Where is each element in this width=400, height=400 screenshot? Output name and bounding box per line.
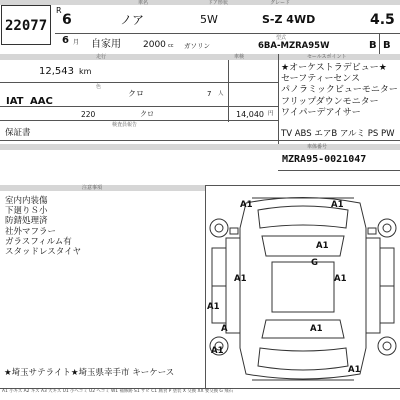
mileage: 12,543 [39, 66, 74, 77]
aircon: AAC [30, 96, 53, 107]
damage-mark: A1 [207, 302, 220, 312]
note-item: 防錆処理済 [5, 216, 48, 227]
chassis-label: 車体番号 [307, 144, 328, 150]
note-item: ガラスフィルム有 [5, 236, 72, 247]
damage-mark: G [311, 258, 318, 268]
sales-point-item: ワイパーデアイサー [281, 107, 361, 118]
damage-mark: A1 [331, 200, 344, 210]
damage-mark: A1 [334, 274, 347, 284]
equipment-item: ABS [294, 129, 312, 139]
notes-title: 注意事項 [82, 185, 103, 191]
fuel-type: ガソリン [184, 42, 210, 50]
load-unit: クロ [140, 110, 154, 118]
note-item: 室内内装傷 [5, 196, 48, 206]
damage-mark: A1 [310, 324, 323, 334]
grade-label: グレード [270, 0, 291, 6]
door-type: 5W [200, 13, 218, 26]
sales-point-item: パノラミックビューモニター [281, 85, 398, 96]
grade-name: S-Z 4WD [262, 13, 316, 26]
score: 4.5 [370, 12, 395, 28]
usage: 自家用 [91, 39, 121, 50]
color: クロ [128, 89, 144, 98]
exterior-grade: B [383, 40, 391, 51]
model-name: ノア [120, 13, 145, 27]
transmission: IAT [6, 96, 24, 107]
sales-point-list [281, 63, 399, 119]
sales-point-title: セールスポイント [307, 54, 347, 60]
equipment-item: PS [367, 129, 379, 139]
seats-unit: 人 [218, 91, 224, 97]
sales-point-item: フリップダウンモニター [281, 96, 379, 107]
recycle-unit: 円 [268, 111, 274, 117]
note-item: スタッドレスタイヤ [5, 247, 82, 258]
year-era: R [56, 6, 62, 15]
equipment-item: アルミ [339, 129, 366, 139]
recycle-fee: 14,040 [236, 110, 264, 119]
notes-list [5, 196, 81, 257]
chassis-number: MZRA95-0021047 [282, 154, 367, 165]
equipment-item: PW [380, 129, 395, 139]
damage-mark: A [221, 324, 228, 334]
year: 6 [62, 12, 72, 28]
seats: 7 [207, 90, 212, 98]
load: 220 [81, 110, 96, 119]
model-code: 6BA-MZRA95W [258, 41, 330, 51]
inspection-result-label: 検査員報告 [112, 122, 138, 128]
footer-legend: A1 小キズ A2 キズ A3 大キズ U1 小ヘコミ U2 ヘコミ W1 補修跡 S1 サビ C1 腐食 P 塗装 X 交換 XX 要交換 G 飛石 [2, 389, 234, 394]
displacement-unit: cc [168, 43, 174, 49]
damage-mark: A1 [211, 346, 224, 356]
model-code-label: 型式 [276, 35, 287, 41]
month-unit: 月 [73, 39, 80, 46]
damage-mark: A1 [348, 365, 361, 375]
papers: 保証書 [5, 128, 31, 138]
sales-point-item: セーフティーセンス [281, 74, 361, 85]
color-label: 色 [96, 84, 102, 90]
car-diagram [206, 188, 400, 388]
model-label: 車名 [138, 0, 149, 6]
equipment-item: エアB [314, 129, 338, 139]
lot-number-box [1, 5, 51, 45]
note-item: 社外マフラー [5, 226, 57, 237]
bottom-note: ★埼玉サテライト★埼玉県幸手市 キーケース [4, 368, 175, 378]
damage-mark: A1 [316, 241, 329, 251]
sales-point-item: ★オーケストラデビュー★ [281, 63, 387, 73]
lot-number: 22077 [5, 18, 48, 34]
displacement: 2000 [143, 40, 166, 50]
damage-mark: A1 [240, 200, 253, 210]
month: 6 [62, 35, 69, 46]
doors-label: ドア形状 [208, 0, 228, 6]
damage-mark: A1 [234, 274, 247, 284]
mileage-label: 走行 [96, 54, 107, 60]
equipment-item: TV [281, 129, 293, 139]
inspection-label: 車検 [234, 54, 245, 60]
mileage-unit: km [79, 67, 92, 76]
interior-grade: B [369, 40, 377, 51]
note-item: 下廻りＳ小 [5, 206, 48, 217]
equipment-list [281, 127, 395, 139]
